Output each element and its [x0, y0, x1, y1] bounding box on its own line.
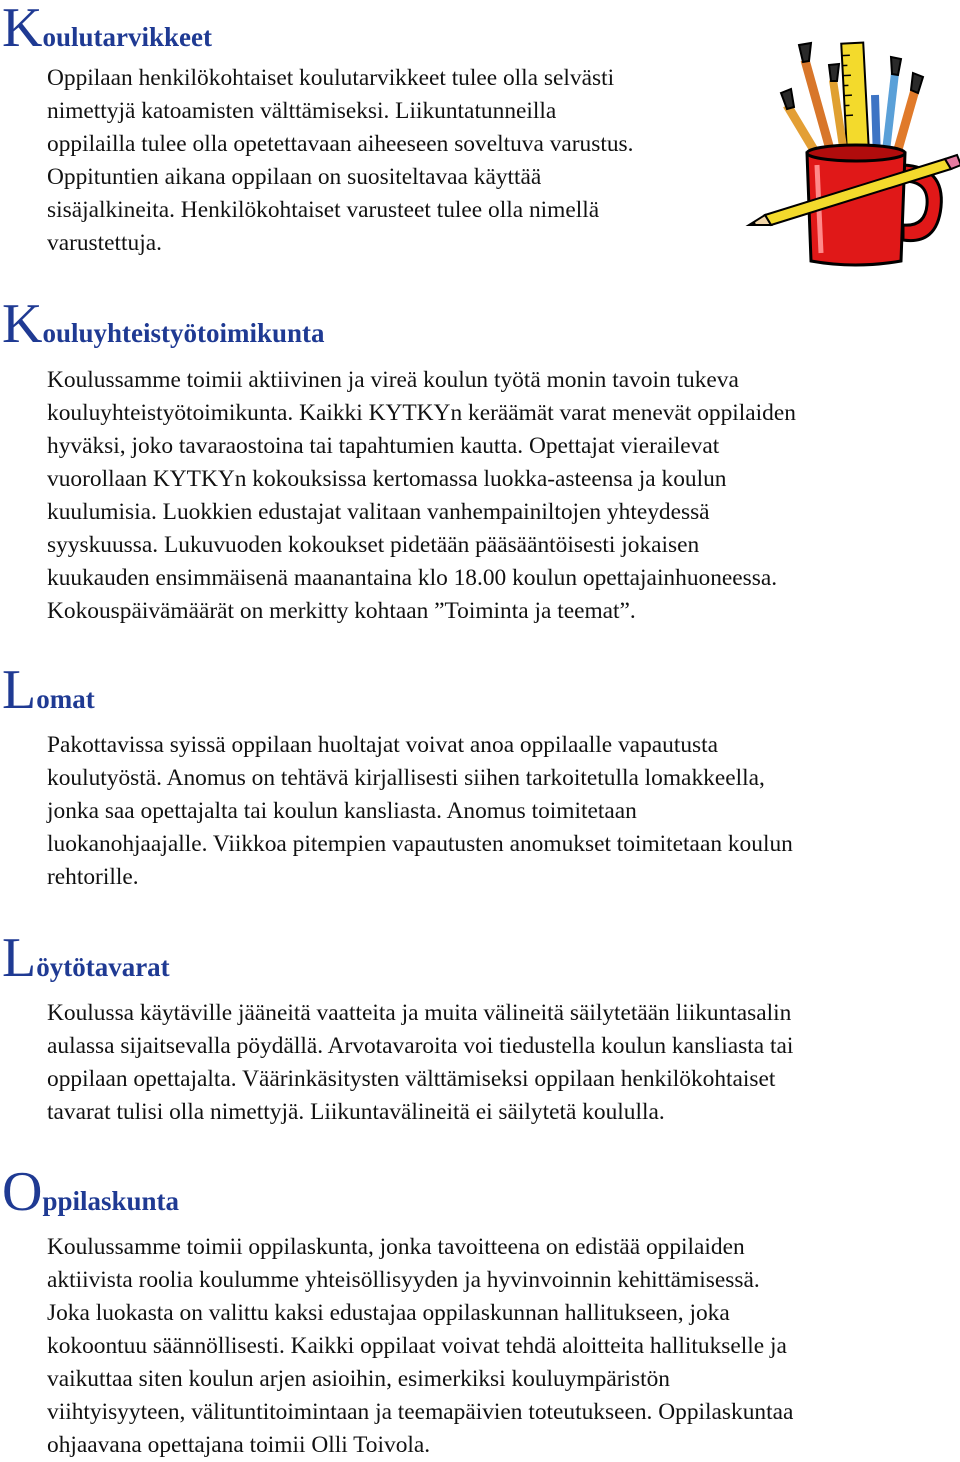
heading-initial: L	[2, 927, 36, 989]
paragraph-kouluyhteistyotoimikunta	[47, 364, 796, 628]
section-heading-oppilaskunta	[2, 1164, 179, 1220]
heading-text: öytötavarat	[36, 952, 169, 982]
paragraph-line: jonka saa opettajalta tai koulun kansliasta. Anomus toimitetaan	[47, 795, 793, 828]
section-heading-loytotavarat	[2, 930, 170, 986]
paragraph-line: Koulussamme toimii aktiivinen ja vireä koulun työtä monin tavoin tukeva	[47, 364, 796, 397]
paragraph-line: kuukauden ensimmäisenä maanantaina klo 18.00 koulun opettajainhuoneessa.	[47, 562, 796, 595]
heading-initial: K	[2, 0, 42, 59]
paragraph-line: Oppilaan henkilökohtaiset koulutarvikkeet tulee olla selvästi	[47, 62, 634, 95]
section-heading-koulutarvikkeet	[2, 0, 212, 56]
paragraph-line: oppilailla tulee olla opetettavaan aiheeseen soveltuva varustus.	[47, 128, 634, 161]
heading-text: omat	[36, 684, 94, 714]
paragraph-line: aulassa sijaitsevalla pöydällä. Arvotavaroita voi tiedustella koulun kansliasta tai	[47, 1030, 793, 1063]
paragraph-lomat	[47, 729, 793, 894]
paragraph-line: Joka luokasta on valittu kaksi edustajaa oppilaskunnan hallitukseen, joka	[47, 1297, 793, 1330]
paragraph-oppilaskunta	[47, 1231, 793, 1462]
paragraph-line: hyväksi, joko tavaraostoina tai tapahtumien kautta. Opettajat vierailevat	[47, 430, 796, 463]
paragraph-line: viihtyisyyteen, välituntitoimintaan ja teemapäivien toteutukseen. Oppilaskuntaa	[47, 1396, 793, 1429]
paragraph-line: sisäjalkineita. Henkilökohtaiset varusteet tulee olla nimellä	[47, 194, 634, 227]
paragraph-line: rehtorille.	[47, 861, 793, 894]
section-heading-lomat	[2, 662, 95, 718]
paragraph-line: varustettuja.	[47, 227, 634, 260]
heading-text: ouluyhteistyötoimikunta	[42, 318, 324, 348]
paragraph-line: kokoontuu säännöllisesti. Kaikki oppilaat voivat tehdä aloitteita hallitukselle ja	[47, 1330, 793, 1363]
paragraph-line: koulutyöstä. Anomus on tehtävä kirjallisesti siihen tarkoitetulla lomakkeella,	[47, 762, 793, 795]
heading-initial: K	[2, 293, 42, 355]
heading-text: ppilaskunta	[42, 1186, 179, 1216]
paragraph-line: syyskuussa. Lukuvuoden kokoukset pidetään pääsääntöisesti jokaisen	[47, 529, 796, 562]
pencil-cup-clipart	[745, 35, 960, 267]
heading-initial: O	[2, 1161, 42, 1223]
paragraph-line: ohjaavana opettajana toimii Olli Toivola.	[47, 1429, 793, 1462]
paragraph-line: Oppituntien aikana oppilaan on suositeltavaa käyttää	[47, 161, 634, 194]
paragraph-line: oppilaan opettajalta. Väärinkäsitysten välttämiseksi oppilaan henkilökohtaiset	[47, 1063, 793, 1096]
paragraph-line: vuorollaan KYTKYn kokouksissa kertomassa luokka-asteensa ja koulun	[47, 463, 796, 496]
heading-initial: L	[2, 659, 36, 721]
paragraph-line: vaikuttaa siten koulun arjen asioihin, esimerkiksi kouluympäristön	[47, 1363, 793, 1396]
paragraph-line: luokanohjaajalle. Viikkoa pitempien vapautusten anomukset toimitetaan koulun	[47, 828, 793, 861]
heading-text: oulutarvikkeet	[42, 22, 212, 52]
paragraph-line: Kokouspäivämäärät on merkitty kohtaan ”Toiminta ja teemat”.	[47, 595, 796, 628]
paragraph-loytotavarat	[47, 997, 793, 1129]
paragraph-koulutarvikkeet	[47, 62, 634, 260]
paragraph-line: tavarat tulisi olla nimettyjä. Liikuntavälineitä ei säilytetä koululla.	[47, 1096, 793, 1129]
paragraph-line: Koulussamme toimii oppilaskunta, jonka tavoitteena on edistää oppilaiden	[47, 1231, 793, 1264]
paragraph-line: Koulussa käytäville jääneitä vaatteita ja muita välineitä säilytetään liikuntasalin	[47, 997, 793, 1030]
paragraph-line: aktiivista roolia koulumme yhteisöllisyyden ja hyvinvoinnin kehittämisessä.	[47, 1264, 793, 1297]
paragraph-line: nimettyjä katoamisten välttämiseksi. Liikuntatunneilla	[47, 95, 634, 128]
paragraph-line: Pakottavissa syissä oppilaan huoltajat voivat anoa oppilaalle vapautusta	[47, 729, 793, 762]
paragraph-line: kuulumisia. Luokkien edustajat valitaan vanhempainiltojen yhteydessä	[47, 496, 796, 529]
section-heading-kouluyhteistyotoimikunta	[2, 296, 325, 352]
paragraph-line: kouluyhteistyötoimikunta. Kaikki KYTKYn keräämät varat menevät oppilaiden	[47, 397, 796, 430]
